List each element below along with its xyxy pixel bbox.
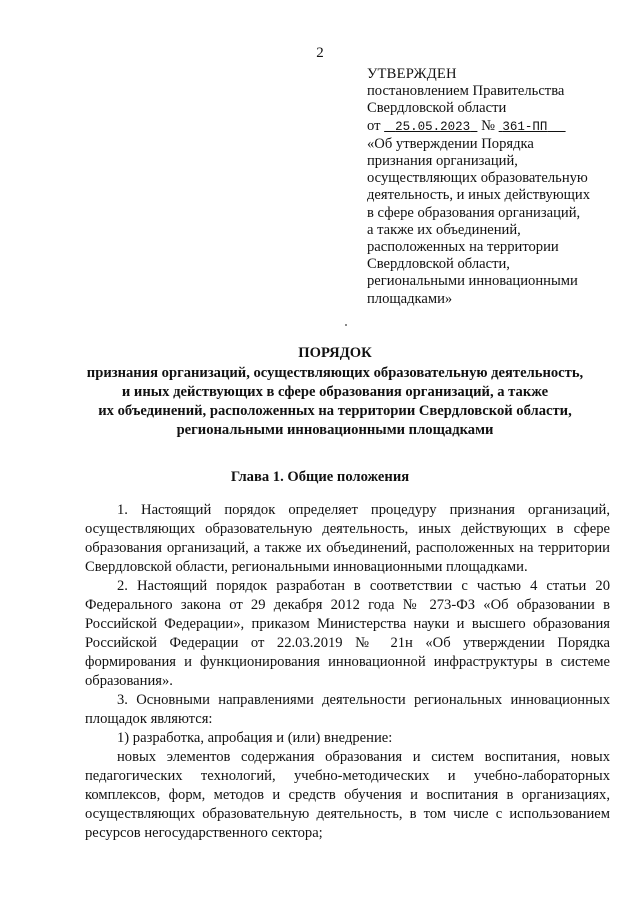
subject-line: осуществляющих образовательную (367, 170, 588, 187)
document-subtitle-line: и иных действующих в сфере образования организаций, а также (121, 384, 549, 400)
subject-line: деятельность, и иных действующих (367, 187, 591, 204)
subject-line: площадками» (367, 290, 453, 307)
subject-line: в сфере образования организаций, (367, 204, 581, 221)
approval-title: УТВЕРЖДЕН (367, 66, 457, 82)
subject-line: а также их объединений, (367, 221, 521, 238)
document-body (85, 501, 610, 843)
document-title-block (80, 344, 590, 440)
approval-line: Свердловской области (367, 100, 507, 117)
paragraph: 3. Основными направлениями деятельности региональных инновационных площадок являются: (85, 692, 610, 727)
scan-dot (345, 324, 347, 326)
document-subtitle-line: признания организаций, осуществляющих образовательную деятельность, (86, 365, 584, 381)
approval-subject (367, 136, 617, 308)
approval-line: постановлением Правительства (367, 83, 565, 100)
subject-line: признания организаций, (367, 153, 518, 170)
chapter-heading: Глава 1. Общие положения (230, 469, 410, 485)
document-subtitle-line: их объединений, расположенных на территории Свердловской области, (98, 403, 572, 419)
subject-line: «Об утверждении Порядка (367, 135, 534, 152)
paragraph: 1) разработка, апробация и (или) внедрение: (117, 730, 393, 746)
approval-date-line (367, 118, 617, 136)
date-prefix: от (367, 117, 381, 134)
number-prefix: № (481, 117, 495, 134)
subject-line: региональными инновационными (367, 273, 578, 290)
document-subtitle-line: региональными инновационными площадками (176, 422, 494, 438)
document-title: ПОРЯДОК (298, 345, 372, 361)
approval-date: 25.05.2023 (395, 119, 471, 134)
paragraph: 1. Настоящий порядок определяет процедуру признания организаций, осуществляющих образовательную деятельность, иных действующих в сфере образования организаций, а также их объединений, расположенных на территории Свердловской области, региональными инновационными площадками. (85, 502, 610, 575)
paragraph: 2. Настоящий порядок разработан в соответствии с частью 4 статьи 20 Федерального закона от 29 декабря 2012 года № 273-ФЗ «Об образовании в Российской Федерации», приказом Министерства науки и высшего образования Российской Федерации от 22.03.2019 № 21н «Об утверждении Порядка формирования и функционирования инновационной инфраструктуры в системе образования». (85, 578, 610, 689)
approval-stamp (367, 66, 617, 308)
paragraph: новых элементов содержания образования и систем воспитания, новых педагогических технологий, учебно-методических и учебно-лабораторных комплексов, форм, методов и средств обучения и воспитания в организациях, осуществляющих образовательную деятельность, в том числе с использованием ресурсов негосударственного сектора; (85, 749, 610, 841)
subject-line: Свердловской области, (367, 256, 510, 273)
subject-line: расположенных на территории (367, 239, 559, 256)
approval-number: 361-ПП (502, 119, 548, 134)
page-number: 2 (316, 45, 324, 61)
